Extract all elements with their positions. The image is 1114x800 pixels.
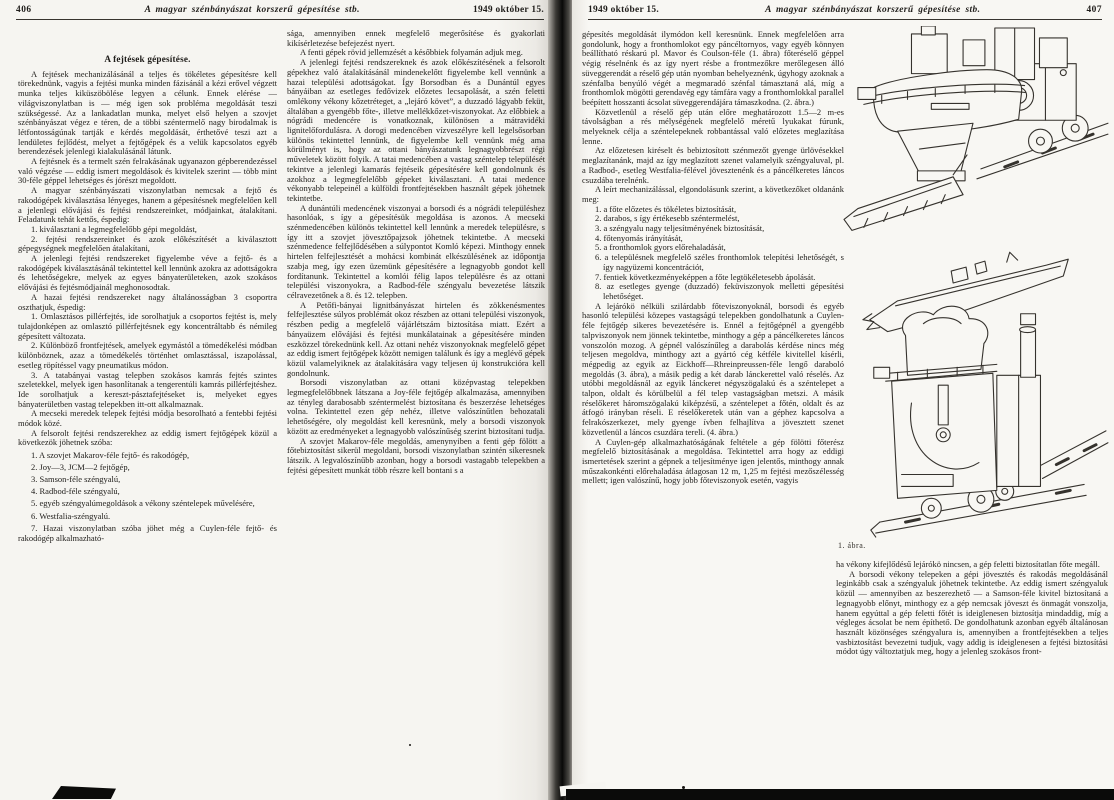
paragraph: ha vékony kifejlődésű lejárókö nincsen, a gép feletti biztosítatlan főte megáll. — [836, 560, 1100, 569]
paragraph: A jelenlegi fejtési rendszereknek és azok előkészítésének a felsorolt gépekhez való átalakításánál mindenekelőtt figyelembe kell vennünk a hazai települési adottságokat. Így Borsodban és a Dunántúl egyes bányáiban az esetleges fedővizek előzetes lecsapolását, a szén feletti omlékony vékony kőzetréteget, a „lejáró követ”, a duzzadó lágyabb feküt, általában a gyengébb főte-, illetve mellékkőzet-viszonyokat. Az előbbiek a nógrádi medencére is vonatkoznak, különösen a mátravidéki lignitelőfordulásra. A dorogi medencében vízveszélyre kell legelsősorban különös tekintettel lennünk, de figyelembe kell vennünk még ama körülményt is, hogy az ottani bányászatunk legnagyobbrészt régi műveletek között folyik. A tatai medencében a vastag széntelep települését tekintve a jelenlegi kamarás fejtéseik gépesítésére kell gondolnunk és azokhoz a legmegfelelőbb gépeket kiválasztani. A tatai medence vékonyabb telepeinél a külföldi frontfejtésekben használt gépek jöhetnek tekintetbe. — [287, 57, 545, 203]
paragraph: 7. fentiek következményeképpen a főte legtökéletesebb ápolását. — [595, 271, 816, 282]
paragraph: 3. Samson-féle széngyalú, — [31, 474, 121, 485]
issue-date-right: 1949 október 15. — [588, 5, 660, 15]
paragraph: 1. kiválasztani a legmegfelelőbb gépi megoldást, — [31, 223, 197, 234]
scan-artifact-dot — [682, 786, 685, 789]
paragraph: A fejtések mechanizálásánál a teljes és tökéletes gépesítésre kell törekednünk, vagyis a fejtési munka minden fázisánál a kézi erővel végzett munka teljes kiküszöbölése legyen a célunk. Ennek elérése — világviszonylatban is — még igen sok probléma megoldását teszi szükségessé. Az a lankadatlan munka, melyet első helyen a szovjet szénbányászat végez e téren, de a többi széntermelő nagy birodalmak is létfontosságúnak tartják e kérdés megoldását, érthetővé teszi azt a lendületes fejlődést, melyet a fejtőgépek és a velük kapcsolatos egyéb berendezések jelenlegi kialakulásánál látunk. — [18, 68, 277, 157]
article-heading: A fejtések gépesítése. — [104, 55, 191, 64]
paragraph: 4. Radbod-féle széngyalú, — [31, 486, 120, 497]
paragraph: 3. a széngyalu nagy teljesítményének biztosítását, — [595, 223, 765, 234]
paragraph: Az előzetesen kiréselt és bebiztosított szénmezőt gyenge ürlövésekkel meglazítanánk, majd az így meglazított szenet valamelyik széngyaluval, pl. a Radbod-, esetleg Westfalia-félével jövesztenénk és a páncélkeretes láncos csuzdába terelnénk. — [582, 145, 844, 185]
running-title-right: A magyar szénbányászat korszerű gépesítése stb. — [765, 5, 981, 15]
running-title-left: A magyar szénbányászat korszerű gépesítése stb. — [144, 5, 360, 15]
paragraph: Borsodi viszonylatban az ottani középvastag telepekben legmegfelelőbbnek látszana a Joy-féle fejtőgép alkalmazása, amennyiben az tényleg darabosabb széntermelést biztosítana és beszerzése lehetséges volna. Tekintettel ezen gép nehéz, illetve valószínűtlen behozatali lehetőségére, oly megoldást kell keresnünk, mely a borsodi viszonyok között az eredményeket a legnagyobb valószínűség szerint biztosítani tudja. — [287, 377, 545, 436]
paragraph: Közvetlenül a réselő gép után előre meghatározott 1.5—2 m-es távolságban a rés mélységének megfelelő méretű lyukakat fúrunk, melyeknek célja a széntelepeknek robbantással való előzetes meglazítása lenne. — [582, 106, 844, 146]
paragraph: 5. a fronthomlok gyors előrehaladását, — [595, 242, 726, 253]
paragraph: sága, amennyiben ennek megfelelő megerősítése és gyakorlati kikísérletezése befejezést nyert. — [287, 29, 545, 48]
left-page-column-2 — [287, 29, 545, 774]
paragraph: 2. Különböző frontfejtések, amelyek egymástól a tömedékelési módban különböznek, azaz a tömedékelés történhet omlasztással, iszapolással, esetleg röpítéssel vagy pneumatikus módon. — [18, 340, 277, 370]
cutter-loader-top — [844, 26, 1108, 230]
paragraph: A magyar szénbányászati viszonylatban nemcsak a fejtő és rakodógépek kiválasztása lényeges, hanem a gépesítésnek megfelelően kell a jelenlegi elővájási és fejtési rendszereinket, módjainkat, átalakítani. Feladatunk tehát kettős, éspedig: — [18, 185, 277, 225]
paragraph: A fenti gépek rövid jellemzését a későbbiek folyamán adjuk meg. — [300, 47, 523, 58]
page-gutter-shadow — [548, 0, 574, 800]
paragraph: 6. a településnek megfelelő széles fronthomlok telepítési lehetőségét, s így nagyüzemi koncentrációt, — [595, 252, 844, 272]
paragraph: A Cuylen-gép alkalmazhatóságának feltétele a gép fölötti főterész megfelelő biztosításának a megoldása. Tekintettel arra hogy az eddigi ismertetések szerint a gépnek a teljesítménye igen jelentős, minthogy annak műszakonkénti előrehaladása átlagosan 12 m, 1,25 m fejtési mezőszélesség mellett; igen valószínű, hogy jobb főteviszonyok esetén, vagyis — [582, 436, 844, 486]
paragraph: 5. egyéb széngyalúmegoldások a vékony széntelepek művelésére, — [31, 498, 255, 509]
paragraph: 1. a főte előzetes és tökéletes biztosítását, — [595, 203, 737, 214]
figure-1-caption: 1. ábra. — [838, 541, 866, 550]
paragraph: A borsodi vékony telepeken a gépi jövesztés és rakodás megoldásánál leginkább csak a széngyaluk jöhetnek tekintetbe. Az eddig ismert széngyaluk közül — amennyiben az beszerezhető — a Samson-féle kivitel biztosítaná a legnagyobb előnyt, minthogy ez a gép nemcsak jöveszt és önmagát vonszolja, hanem egyúttal a gép feletti főtét is ideiglenesen biztosítja mindaddig, míg a végleges ácsolat be nem építhető. De gondolhatunk azonban egyéb általánosan használt közönséges széngyalura is, amennyiben a frontfejtésekben a teljes vasbiztosítást bevezetni tudjuk, vagy addig is ideiglenesen a fejtési biztosítási módot úgy változtatjuk meg, hogy a jelenleg szokásos front- — [836, 568, 1108, 657]
paragraph: A felsorolt fejtési rendszerekhez az eddig ismert fejtőgépek közül a következök jöhetnek szóba: — [18, 427, 277, 448]
paragraph: 1. A szovjet Makarov-féle fejtő- és rakodógép, — [31, 449, 190, 460]
right-page — [572, 0, 1114, 800]
issue-date-left: 1949 október 15. — [472, 5, 544, 15]
paragraph: 2. fejtési rendszereinket és azok előkészítését a kiválasztott gépegységnek megfelelően átalakítani, — [18, 233, 277, 254]
scan-artifact-bottom-bar — [566, 789, 1114, 800]
paragraph: A dunántúli medencének viszonyai a borsodi és a nógrádi településhez hasonlóak, s így a gépesítésük megoldása is azonos. A mecseki szénmedencében különös tekintettel kell lennünk a meredek településre, s így itt a szovjet jövesztőpajzsok jöhetnek tekintetbe. A mecseki szénmedence felfejlődésében a súlypontot Komló képezi. Minthogy ennek hirtelen felfejlesztését a mohácsi kombinát elkészülésének az időpontja szabja meg, így ezen üzemünk gépesítésére a legnagyobb gondot kell fordítanunk. Tekintettel a komlói félig lapos településre és az ottani települési viszonyokra, a Radbod-féle széngyalu bevezetése látszik célravezetőnek a 8. és 12. telepben. — [287, 202, 545, 300]
page-number-right: 407 — [1086, 5, 1102, 15]
paragraph: A lejárókö nélküli szilárdabb főteviszonyoknál, borsodi és egyéb hasonló települési közepes vastagságú telepekben gondolhatunk a Cuylen-féle fejtőgép sikeres bevezetésére is. Ennél a fejtőgépnél a gyengébb talpviszonyok nem jönnek tekintetbe, minthogy a gép a páncélkeretes láncos vonszolón mozog. A gépnél valószínűleg a darabolás kérdése nincs még teljesen megoldva, minthogy azt a gyártó cég kétféle kivitellel kísérli, mégpedig az egyik az Eickhoff—Rhreinpreussen-féle lengő daraboló megoldás (3. ábra), a másik pedig a két darab lánckerettel való réselés. Az utóbbi megoldásnál az egyik lánckeret négyszögalakú és a széntelepet a talpon, oldalt és körülbelül a fél telep vastagságban metszi. A másik réselőkeret háromszögalakú kiképzésű, a széntelepet a főtén, oldalt és az átfogó irányban réseli. E réselőkeretek után van a géphez kapcsolva a felrakószerkezet, mely gyenge ívben felhajlítva a jövesztett szenet közvetlenül a láncos csuzdára tereli. (4. ábra.) — [582, 300, 844, 437]
right-page-column-1 — [582, 30, 844, 775]
paragraph: 7. Hazai viszonylatban szóba jöhet még a Cuylen-féle fejtő- és rakodógép alkalmazható- — [18, 522, 277, 543]
left-page — [0, 0, 552, 800]
cutter-machine-bottom — [871, 306, 1108, 537]
paragraph: 8. az esetleges gyenge (duzzadó) feküviszonyok melletti gépesítési lehetőséget. — [595, 281, 844, 301]
left-page-column-1 — [18, 55, 277, 795]
page-number-left: 406 — [16, 5, 32, 15]
paragraph: A jelenlegi fejtési rendszereket figyelembe véve a fejtő- és a rakodógépek kiválasztásánál tekintettel kell lennünk azokra az adottságokra és lehetőségekre, melyek az egyes bányaterületeken, azok szokásos elővájási és fejtésmódjainál meghonosodtak. — [18, 253, 277, 293]
paragraph: gépesítés megoldását ilymódon kell keresnünk. Ennek megfelelően arra gondolunk, hogy a fronthomlokot egy páncéltornyos, vagy egyéb könnyen beállítható réskarú pl. Mavor és Coulson-féle (1. ábra) főteréselő géppel végig réselnénk és az így nyert résbe a frontmezőkre merőlegesen álló süveggerendát a réselő gép után nyomban behelyeznénk, úgyhogy azoknak a szénfalba benyúló végét a megmaradó szénfal támasztaná alá, míg a fronthomlok mögötti gerendavég egy támfára vagy a fronthomlokkal parallel beépített hosszanti ácsolat süveggerendájára támaszkodna. (2. ábra.) — [582, 30, 844, 107]
paragraph: 1. Omlasztásos pillérfejtés, ide sorolhatjuk a csoportos fejtést is, mely tulajdonképen az omlasztó pillérfejtésnek egy koncentráltabb és némileg gépesített változata. — [18, 311, 277, 341]
paragraph: A szovjet Makarov-féle megoldás, amenynyiben a fenti gép fölött a főtebiztosítást sikerül megoldani, borsodi viszonylatban szintén sikeresnek látszik. A legvalószínűbb azonban, hogy a borsodi vastagabb telepekben a fejtési gépesített munkát több részre kell bontani s a — [287, 435, 545, 475]
mining-machine-drawing — [834, 26, 1112, 538]
figure-1-illustration — [834, 26, 1112, 538]
paragraph: 4. főtenyomás irányítását, — [595, 232, 683, 243]
paragraph: 6. Westfalia-széngyalú. — [31, 510, 111, 521]
paragraph: A mecseki meredek telepek fejtési módja besorolható a fentebbi fejtési módok közé. — [18, 408, 277, 429]
scan-artifact-dot — [409, 744, 411, 746]
right-page-column-2 — [836, 560, 1108, 775]
paragraph: 2. Joy—3, JCM—2 fejtőgép, — [31, 461, 130, 472]
paragraph: 2. darabos, s így értékesebb széntermelést, — [595, 213, 740, 224]
paragraph: A Petőfi-bányai lignitbányászat hirtelen és zökkenésmentes felfejlesztése súlyos problémát okoz részben az ottani települési viszonyok, részben pedig a megfelelő vájárlétszám biztosítása miatt. Ezért a bányaüzem elővájási és fejtési munkálatainak a gépesítésére minden eszközzel törekednünk kell. Az ottani nehéz viszonyoknak megfelelő gépet az eddig ismert fejtőgépek között nemigen találunk és így a meglévő gépek közül valamelyiknek az átalakítására vagy teljesen új konstrukcióra kell gondolnunk. — [287, 299, 545, 378]
paragraph: 3. A tatabányai vastag telepben szokásos kamrás fejtés szintes szeletekkel, melyek igen hasonlítanak a tengerentúli kamrás pillérfejtéshez. Ide sorolhatjuk a kereszt-pásztafejtéseket is, melyeket egyes bányaterületben vastag telepekben itt-ott alkalmaznak. — [18, 369, 277, 409]
right-page-header — [588, 5, 1102, 20]
left-page-header — [16, 5, 544, 20]
paragraph: A hazai fejtési rendszereket nagy általánosságban 3 csoportra oszthatjuk, éspedig: — [18, 291, 277, 312]
paragraph: A leírt mechanizálással, elgondolásunk szerint, a következőket oldanánk meg: — [582, 184, 844, 204]
paragraph: A fejtésnek és a termelt szén felrakásának ugyanazon gépberendezéssel való végzése — eddig ismert megoldások és kivitelek szerint — több mint 30-féle géppel lehetséges és jórészt megoldott. — [18, 156, 277, 186]
